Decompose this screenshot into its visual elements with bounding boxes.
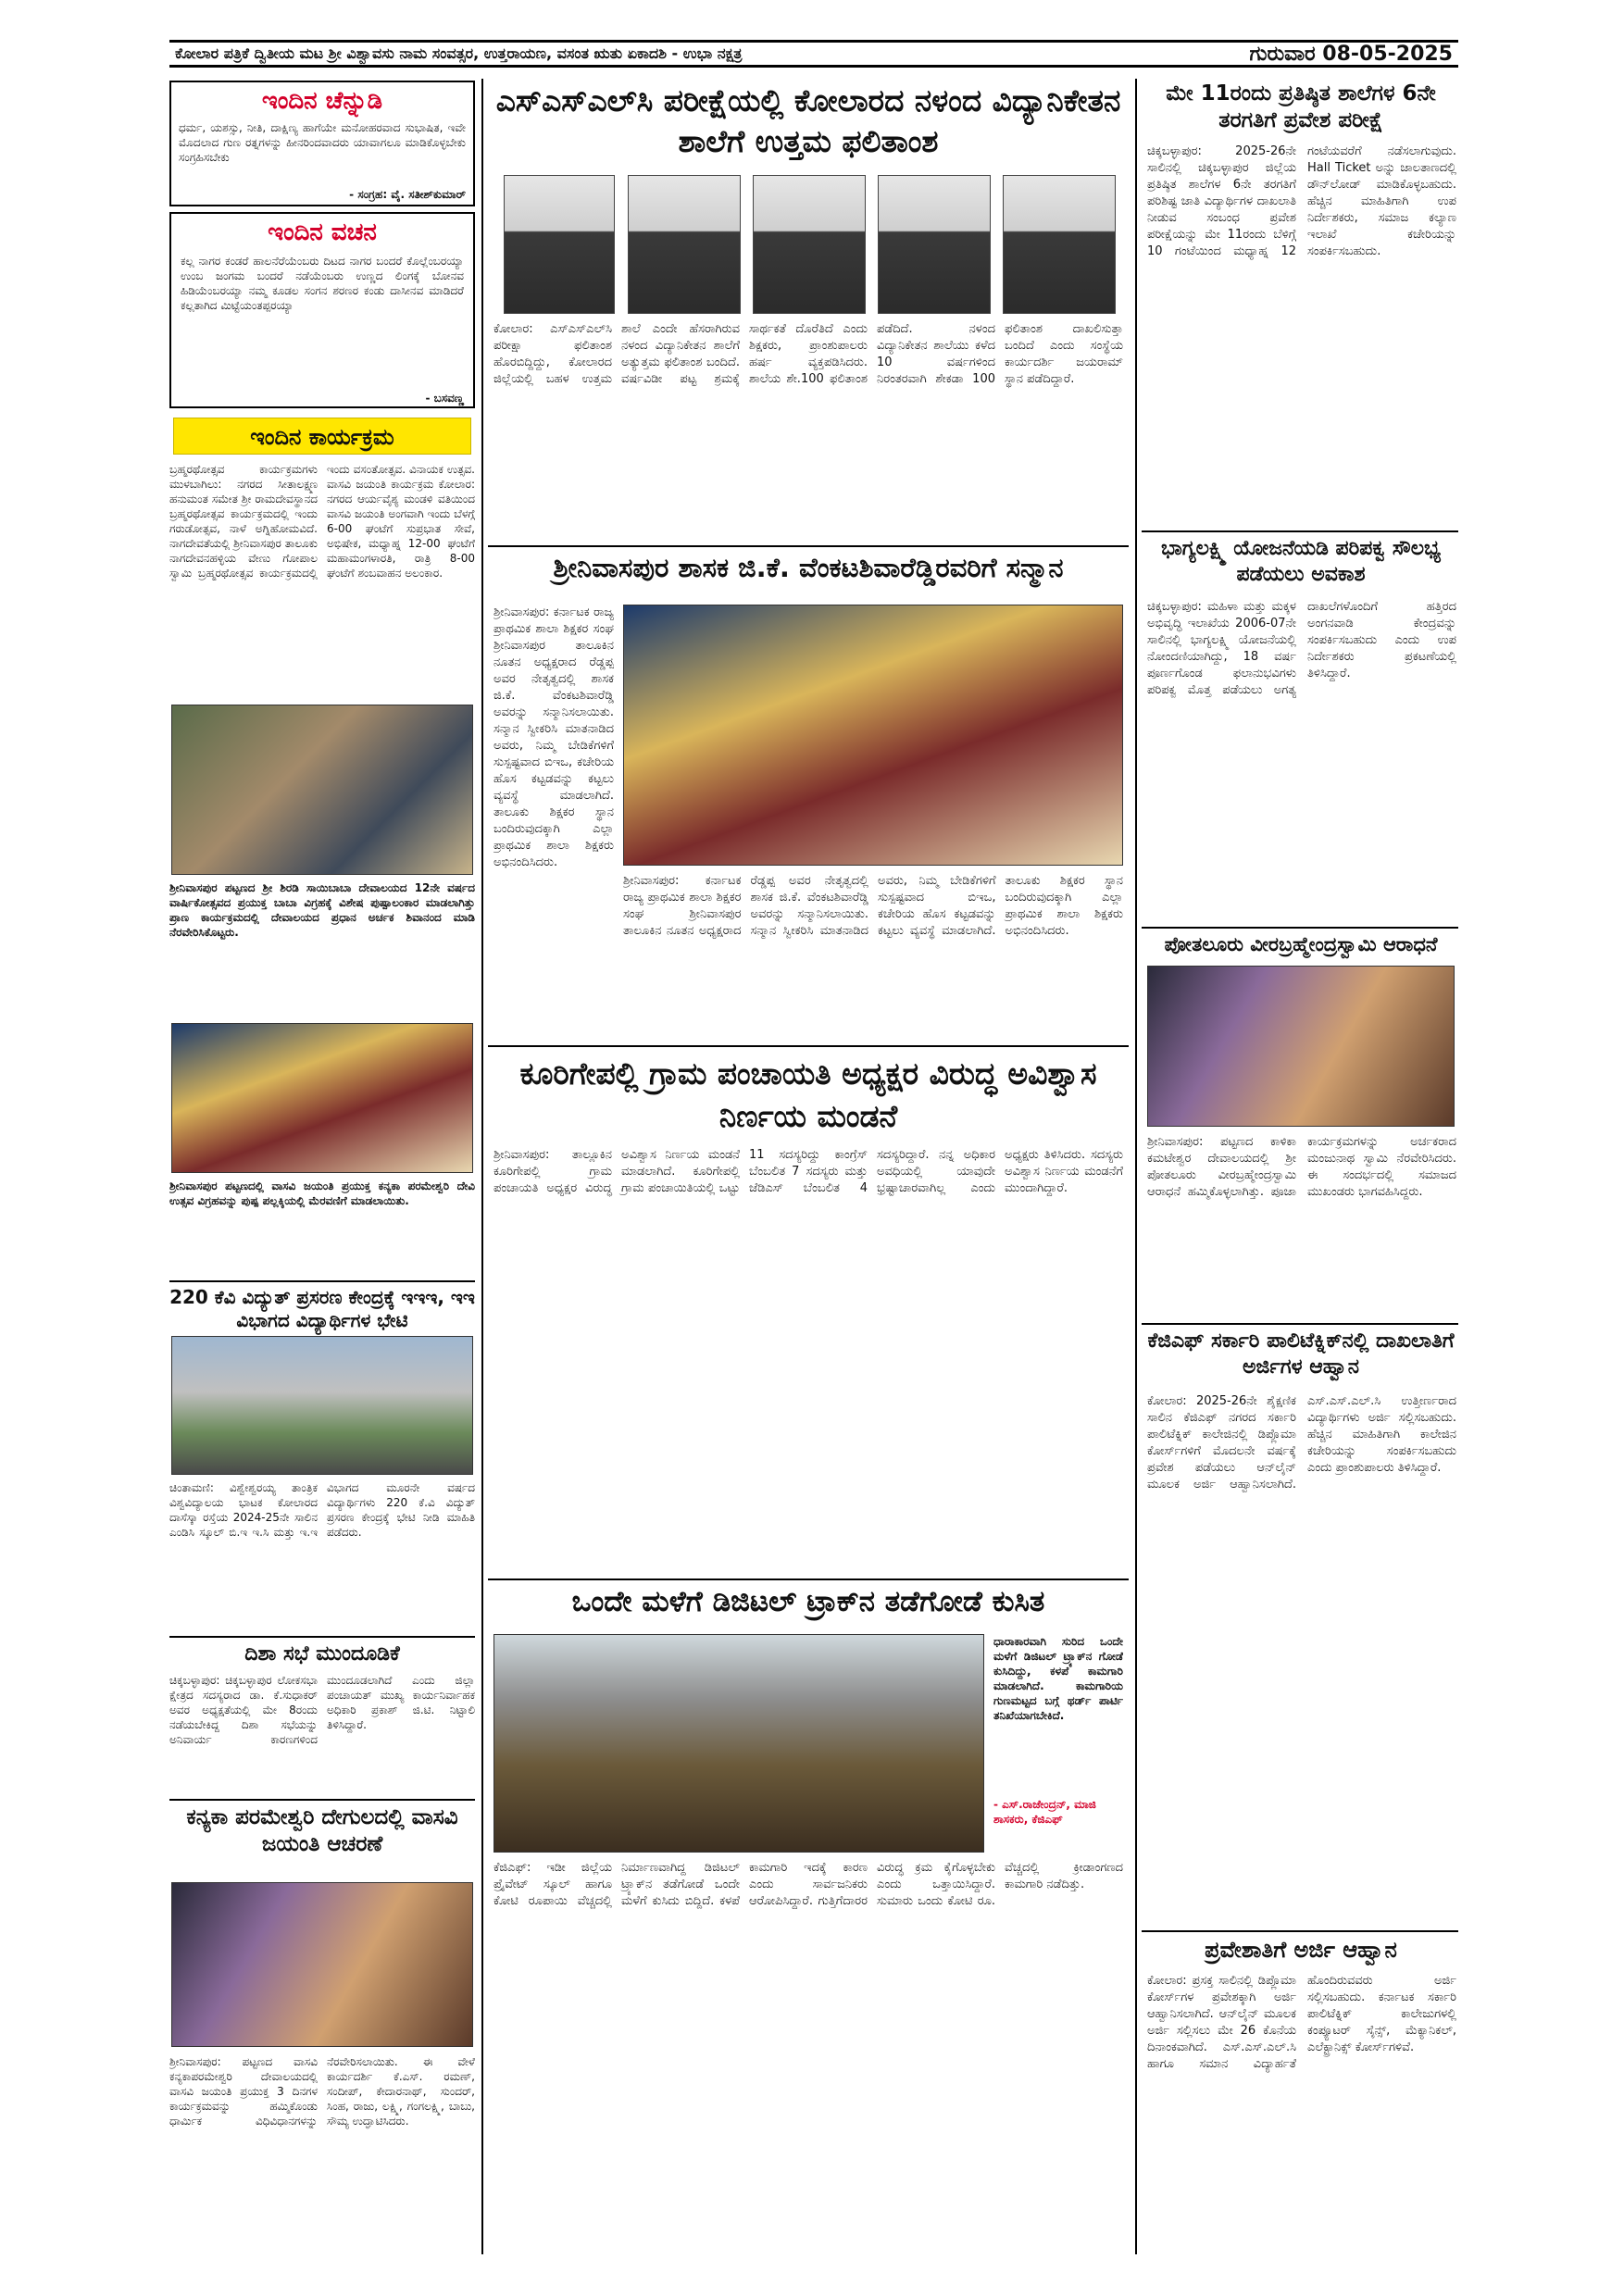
kgf-headline: ಕೆಜಿಎಫ್ ಸರ್ಕಾರಿ ಪಾಲಿಟೆಕ್ನಿಕ್‌ನಲ್ಲಿ ದಾಖಲಾತಿಗೆ ಅರ್ಜಿಗಳ ಆಹ್ವಾನ [1147,1329,1455,1379]
student-photo [878,175,991,314]
felicitation-photo [623,605,1123,866]
student-photo [753,175,866,314]
aradhana-photo [1147,966,1455,1127]
pravesha-story-text: ಕೋಲಾರ: ಪ್ರಸಕ್ತ ಸಾಲಿನಲ್ಲಿ ಡಿಪ್ಲೊಮಾ ಕೋರ್ಸ್‌ಗಳ ಪ್ರವೇಶಕ್ಕಾಗಿ ಅರ್ಜಿ ಆಹ್ವಾನಿಸಲಾಗಿದೆ. ಆನ್‌ಲೈನ್ ಮೂಲಕ ಅರ್ಜಿ ಸಲ್ಲಿಸಲು ಮೇ 26 ಕೊನೆಯ ದಿನಾಂಕವಾಗಿದೆ. ಎಸ್.ಎಸ್.ಎಲ್.ಸಿ ಹಾಗೂ ಸಮಾನ ವಿದ್ಯಾರ್ಹತೆ ಹೊಂದಿರುವವರು ಅರ್ಜಿ ಸಲ್ಲಿಸಬಹುದು. ಕರ್ನಾಟಕ ಸರ್ಕಾರಿ ಪಾಲಿಟೆಕ್ನಿಕ್ ಕಾಲೇಜುಗಳಲ್ಲಿ ಕಂಪ್ಯೂಟರ್ ಸೈನ್ಸ್, ಮೆಕ್ಯಾನಿಕಲ್, ಎಲೆಕ್ಟ್ರಾನಿಕ್ಸ್ ಕೋರ್ಸ್‌ಗಳಿವೆ. [1147,1974,1456,2071]
column-divider [1135,79,1137,2254]
shirdi-photo [171,705,473,875]
bhagya-story-text: ಚಿಕ್ಕಬಳ್ಳಾಪುರ: ಮಹಿಳಾ ಮತ್ತು ಮಕ್ಕಳ ಅಭಿವೃದ್ಧಿ ಇಲಾಖೆಯ 2006-07ನೇ ಸಾಲಿನಲ್ಲಿ ಭಾಗ್ಯಲಕ್ಷ್ಮಿ ಯೋಜನೆಯಲ್ಲಿ ನೋಂದಣಿಯಾಗಿದ್ದು, 18 ವರ್ಷ ಪೂರ್ಣಗೊಂಡ ಫಲಾನುಭವಿಗಳು ಪರಿಪಕ್ವ ಮೊತ್ತ ಪಡೆಯಲು ಅಗತ್ಯ ದಾಖಲೆಗಳೊಂದಿಗೆ ಹತ್ತಿರದ ಅಂಗನವಾಡಿ ಕೇಂದ್ರವನ್ನು ಸಂಪರ್ಕಿಸಬಹುದು ಎಂದು ಉಪ ನಿರ್ದೇಶಕರು ಪ್ರಕಟಣೆಯಲ್ಲಿ ತಿಳಿಸಿದ್ದಾರೆ. [1147,600,1456,697]
karyakrama-text: ಬ್ರಹ್ಮರಥೋತ್ಸವ ಕಾರ್ಯಕ್ರಮಗಳು ಮುಳಬಾಗಿಲು: ನಗರದ ಸೀತಾಲಕ್ಷ್ಮಣ ಹನುಮಂತ ಸಮೇತ ಶ್ರೀ ರಾಮದೇವಸ್ಥಾನದ ಬ್ರಹ್ಮರಥೋತ್ಸವ ಕಾರ್ಯಕ್ರಮದಲ್ಲಿ ಇಂದು ಗರುಡೋತ್ಸವ, ನಾಳೆ ಅಗ್ನಿಹೋಮವಿದೆ. ನಾಗದೇವತೆಯಲ್ಲಿ ಶ್ರೀನಿವಾಸಪುರ ತಾಲೂಕು ನಾಗದೇವನಹಳ್ಳಿಯ ವೇಣು ಗೋಪಾಲ ಸ್ವಾಮಿ ಬ್ರಹ್ಮರಥೋತ್ಸವ ಕಾರ್ಯಕ್ರಮದಲ್ಲಿ ಇಂದು ವಸಂತೋತ್ಸವ. ವಿನಾಯಕ ಉತ್ಸವ. ವಾಸವಿ ಜಯಂತಿ ಕಾರ್ಯಕ್ರಮ ಕೋಲಾರ: ನಗರದ ಆರ್ಯವೈಶ್ಯ ಮಂಡಳಿ ವತಿಯಿಂದ ವಾಸವಿ ಜಯಂತಿ ಅಂಗವಾಗಿ ಇಂದು ಬೆಳಗ್ಗೆ 6-00 ಘಂಟೆಗೆ ಸುಪ್ರಭಾತ ಸೇವೆ, ಅಭಿಷೇಕ, ಮಧ್ಯಾಹ್ನ 12-00 ಘಂಟೆಗೆ ಮಹಾಮಂಗಳಾರತಿ, ರಾತ್ರಿ 8-00 ಘಂಟೆಗೆ ಶಂಬವಾಹನ ಅಲಂಕಾರ. [169,463,475,580]
power-station-photo [171,1336,473,1475]
exam-headline: ಮೇ 11ರಂದು ಪ್ರತಿಷ್ಠಿತ ಶಾಲೆಗಳ 6ನೇ ತರಗತಿಗೆ ಪ್ರವೇಶ ಪರೀಕ್ಷೆ [1166,81,1436,132]
section-rule [169,1636,475,1638]
vasavi-procession-photo [171,1023,473,1173]
section-rule [169,1799,475,1801]
chennudi-box [169,81,475,206]
potha-headline: ಪೋತಲೂರು ವೀರಬ್ರಹ್ಮೇಂದ್ರಸ್ವಾಮಿ ಆರಾಧನೆ [1164,933,1438,955]
sslc-story-text: ಕೋಲಾರ: ಎಸ್‌ಎಸ್‌ಎಲ್‌ಸಿ ಪರೀಕ್ಷಾ ಫಲಿತಾಂಶ ಹೊರಬಿದ್ದಿದ್ದು, ಕೋಲಾರದ ಜಿಲ್ಲೆಯಲ್ಲಿ ಬಹಳ ಉತ್ತಮ ಶಾಲೆ ಎಂದೇ ಹೆಸರಾಗಿರುವ ನಳಂದ ವಿದ್ಯಾನಿಕೇತನ ಶಾಲೆಗೆ ಅತ್ಯುತ್ತಮ ಫಲಿತಾಂಶ ಬಂದಿದೆ. ವರ್ಷವಿಡೀ ಪಟ್ಟ ಶ್ರಮಕ್ಕೆ ಸಾರ್ಥಕತೆ ದೊರೆತಿದೆ ಎಂದು ಶಿಕ್ಷಕರು, ಪ್ರಾಂಶುಪಾಲರು ಹರ್ಷ ವ್ಯಕ್ತಪಡಿಸಿದರು. ಶಾಲೆಯ ಶೇ.100 ಫಲಿತಾಂಶ ಪಡೆದಿದೆ. ನಳಂದ ವಿದ್ಯಾನಿಕೇತನ ಶಾಲೆಯು ಕಳೆದ 10 ವರ್ಷಗಳಿಂದ ನಿರಂತರವಾಗಿ ಶೇಕಡಾ 100 ಫಲಿತಾಂಶ ದಾಖಲಿಸುತ್ತಾ ಬಂದಿದೆ ಎಂದು ಸಂಸ್ಥೆಯ ಕಾರ್ಯದರ್ಶಿ ಜಯರಾಮ್ ಸ್ಥಾನ ಪಡೆದಿದ್ದಾರೆ. [493,322,1123,386]
sslc-headline: ಎಸ್‌ಎಸ್‌ಎಲ್‌ಸಿ ಪರೀಕ್ಷೆಯಲ್ಲಿ ಕೋಲಾರದ ನಳಂದ ವಿದ್ಯಾನಿಕೇತನ ಶಾಲೆಗೆ ಉತ್ತಮ ಫಲಿತಾಂಶ [495,82,1121,159]
vachana-title: ಇಂದಿನ ವಚನ [268,218,377,246]
digital-story-text: ಕೆಜಿಎಫ್: ಇಡೀ ಜಿಲ್ಲೆಯ ಪ್ರೈವೇಟ್ ಸ್ಕೂಲ್ ಹಾಗೂ ಕೋಟಿ ರೂಪಾಯಿ ವೆಚ್ಚದಲ್ಲಿ ನಿರ್ಮಾಣವಾಗಿದ್ದ ಡಿಜಿಟಲ್ ಟ್ರ್ಯಾಕ್‌ನ ತಡೆಗೋಡೆ ಒಂದೇ ಮಳೆಗೆ ಕುಸಿದು ಬಿದ್ದಿದೆ. ಕಳಪೆ ಕಾಮಗಾರಿ ಇದಕ್ಕೆ ಕಾರಣ ಎಂದು ಸಾರ್ವಜನಿಕರು ಆರೋಪಿಸಿದ್ದಾರೆ. ಗುತ್ತಿಗೆದಾರರ ವಿರುದ್ಧ ಕ್ರಮ ಕೈಗೊಳ್ಳಬೇಕು ಎಂದು ಒತ್ತಾಯಿಸಿದ್ದಾರೆ. ಸುಮಾರು ಒಂದು ಕೋಟಿ ರೂ. ವೆಚ್ಚದಲ್ಲಿ ಕ್ರೀಡಾಂಗಣದ ಕಾಮಗಾರಿ ನಡೆದಿತ್ತು. [493,1861,1123,1908]
chennudi-title: ಇಂದಿನ ಚೆನ್ನುಡಿ [261,87,383,115]
kanyaka-photo [171,1882,473,2047]
collapsed-wall-photo [493,1634,984,1853]
section-rule [1142,1930,1458,1932]
vasavi-procession-caption: ಶ್ರೀನಿವಾಸಪುರ ಪಟ್ಟಣದಲ್ಲಿ ವಾಸವಿ ಜಯಂತಿ ಪ್ರಯುಕ್ತ ಕನ್ಯಕಾ ಪರಮೇಶ್ವರಿ ದೇವಿ ಉತ್ಸವ ವಿಗ್ರಹವನ್ನು ಪುಷ್ಪ ಪಲ್ಲಕ್ಕಿಯಲ್ಲಿ ಮೆರವಣಿಗೆ ಮಾಡಲಾಯಿತು. [169,1179,475,1207]
venkat-story-continued: ಶ್ರೀನಿವಾಸಪುರ: ಕರ್ನಾಟಕ ರಾಜ್ಯ ಪ್ರಾಥಮಿಕ ಶಾಲಾ ಶಿಕ್ಷಕರ ಸಂಘ ಶ್ರೀನಿವಾಸಪುರ ತಾಲೂಕಿನ ನೂತನ ಅಧ್ಯಕ್ಷರಾದ ರೆಡ್ಡಪ್ಪ ಅವರ ನೇತೃತ್ವದಲ್ಲಿ ಶಾಸಕ ಜಿ.ಕೆ. ವೆಂಕಟಶಿವಾರೆಡ್ಡಿ ಅವರನ್ನು ಸನ್ಮಾನಿಸಲಾಯಿತು. ಸನ್ಮಾನ ಸ್ವೀಕರಿಸಿ ಮಾತನಾಡಿದ ಅವರು, ನಿಮ್ಮ ಬೇಡಿಕೆಗಳಿಗೆ ಸುಸ್ಪಷ್ಟವಾದ ಬಿಇಒ, ಕಚೇರಿಯ ಹೊಸ ಕಟ್ಟಡವನ್ನು ಕಟ್ಟಲು ವ್ಯವಸ್ಥೆ ಮಾಡಲಾಗಿದೆ. ತಾಲೂಕು ಶಿಕ್ಷಕರ ಸ್ಥಾನ ಬಂದಿರುವುದಕ್ಕಾಗಿ ಎಲ್ಲಾ ಪ್ರಾಥಮಿಕ ಶಾಲಾ ಶಿಕ್ಷಕರು ಅಭಿನಂದಿಸಿದರು. [623,874,1123,938]
vachana-credit: - ಬಸವಣ್ಣ [425,391,464,405]
masthead-info: ಕೋಲಾರ ಪತ್ರಿಕೆ ದ್ವಿತೀಯ ಮಟ ಶ್ರೀ ವಿಶ್ವಾವಸು ನಾಮ ಸಂವತ್ಸರ, ಉತ್ತರಾಯಣ, ವಸಂತ ಋತು ಏಕಾದಶಿ - ಉಭಾ ನಕ್ಷತ್ರ [175,44,743,62]
pravesha-headline: ಪ್ರವೇಶಾತಿಗೆ ಅರ್ಜಿ ಆಹ್ವಾನ [1205,1937,1397,1963]
pull-quote-text: ಧಾರಾಕಾರವಾಗಿ ಸುರಿದ ಒಂದೇ ಮಳೆಗೆ ಡಿಜಿಟಲ್ ಟ್ರ್ಯಾಕ್‌ನ ಗೋಡೆ ಕುಸಿದಿದ್ದು, ಕಳಪೆ ಕಾಮಗಾರಿ ಮಾಡಲಾಗಿದೆ. ಕಾಮಗಾರಿಯ ಗುಣಮಟ್ಟದ ಬಗ್ಗೆ ಥರ್ಡ್ ಪಾರ್ಟಿ ತನಿಖೆಯಾಗಬೇಕಿದೆ. [993,1635,1123,1722]
issue-date: ಗುರುವಾರ 08-05-2025 [1249,42,1453,66]
kuri-headline: ಕೂರಿಗೇಪಲ್ಲಿ ಗ್ರಾಮ ಪಂಚಾಯತಿ ಅಧ್ಯಕ್ಷರ ವಿರುದ್ಧ ಅವಿಶ್ವಾಸ ನಿರ್ಣಯ ಮಂಡನೆ [519,1055,1097,1134]
section-rule [488,545,1129,547]
student-photo [628,175,741,314]
section-rule [1142,927,1458,929]
venkat-story-text: ಶ್ರೀನಿವಾಸಪುರ: ಕರ್ನಾಟಕ ರಾಜ್ಯ ಪ್ರಾಥಮಿಕ ಶಾಲಾ ಶಿಕ್ಷಕರ ಸಂಘ ಶ್ರೀನಿವಾಸಪುರ ತಾಲೂಕಿನ ನೂತನ ಅಧ್ಯಕ್ಷರಾದ ರೆಡ್ಡಪ್ಪ ಅವರ ನೇತೃತ್ವದಲ್ಲಿ ಶಾಸಕ ಜಿ.ಕೆ. ವೆಂಕಟಶಿವಾರೆಡ್ಡಿ ಅವರನ್ನು ಸನ್ಮಾನಿಸಲಾಯಿತು. ಸನ್ಮಾನ ಸ್ವೀಕರಿಸಿ ಮಾತನಾಡಿದ ಅವರು, ನಿಮ್ಮ ಬೇಡಿಕೆಗಳಿಗೆ ಸುಸ್ಪಷ್ಟವಾದ ಬಿಇಒ, ಕಚೇರಿಯ ಹೊಸ ಕಟ್ಟಡವನ್ನು ಕಟ್ಟಲು ವ್ಯವಸ್ಥೆ ಮಾಡಲಾಗಿದೆ. ತಾಲೂಕು ಶಿಕ್ಷಕರ ಸ್ಥಾನ ಬಂದಿರುವುದಕ್ಕಾಗಿ ಎಲ್ಲಾ ಪ್ರಾಥಮಿಕ ಶಾಲಾ ಶಿಕ್ಷಕರು ಅಭಿನಂದಿಸಿದರು. [493,605,614,869]
vachana-box [169,212,475,408]
bhagya-headline: ಭಾಗ್ಯಲಕ್ಷ್ಮಿ ಯೋಜನೆಯಡಿ ಪರಿಪಕ್ವ ಸೌಲಭ್ಯ ಪಡೆಯಲು ಅವಕಾಶ [1160,537,1442,586]
pull-quote-author: - ಎಸ್.ರಾಜೇಂದ್ರನ್, ಮಾಜಿ ಶಾಸಕರು, ಕೆಜಿಎಫ್ [993,1798,1096,1826]
disha-title: ದಿಶಾ ಸಭೆ ಮುಂದೂಡಿಕೆ [244,1642,400,1666]
section-rule [488,1578,1129,1580]
story220-text: ಚಿಂತಾಮಣಿ: ವಿಶ್ವೇಶ್ವರಯ್ಯ ತಾಂತ್ರಿಕ ವಿಶ್ವವಿದ್ಯಾಲಯ ಭಾಟಕ ಕೋಲಾರದ ದಾಸೆಸ್ಕಾ ರಸ್ತೆಯ 2024-25ನೇ ಸಾಲಿನ ಎಂಡಿಸಿ ಸ್ಕೂಲ್ ಬಿ.ಇ ಇ.ಸಿ ಮತ್ತು ಇ.ಇ ವಿಭಾಗದ ಮೂರನೇ ವರ್ಷದ ವಿದ್ಯಾರ್ಥಿಗಳು 220 ಕೆ.ವಿ ವಿದ್ಯುತ್ ಪ್ರಸರಣ ಕೇಂದ್ರಕ್ಕೆ ಭೇಟಿ ನೀಡಿ ಮಾಹಿತಿ ಪಡೆದರು. [169,1481,475,1539]
student-photo [1003,175,1116,314]
chennudi-credit: - ಸಂಗ್ರಹ: ವೈ. ಸತೀಶ್‌ಕುಮಾರ್ [349,187,466,201]
section-rule [1142,1323,1458,1325]
vachana-text: ಕಲ್ಲ ನಾಗರ ಕಂಡರೆ ಹಾಲನೆರೆಯೆಂಬರು ದಿಟದ ನಾಗರ ಬಂದರೆ ಕೊಲ್ಲೆಂಬರಯ್ಯಾ ಉಂಬ ಜಂಗಮ ಬಂದರೆ ನಡೆಯೆಂಬರು ಉಣ್ಣದ ಲಿಂಗಕ್ಕೆ ಬೋನವ ಹಿಡಿಯೆಂಬರಯ್ಯಾ ನಮ್ಮ ಕೂಡಲ ಸಂಗನ ಶರಣರ ಕಂಡು ದಾಸೀನವ ಮಾಡಿದರೆ ಕಲ್ಲತಾಗಿದ ಮಿಟ್ಟೆಯಂತಪ್ಪರಯ್ಯಾ [181,254,464,312]
digital-headline: ಒಂದೇ ಮಳೆಗೆ ಡಿಜಿಟಲ್ ಟ್ರಾಕ್‌ನ ತಡೆಗೋಡೆ ಕುಸಿತ [571,1585,1045,1618]
pull-quote [993,1634,1123,1853]
venkat-headline: ಶ್ರೀನಿವಾಸಪುರ ಶಾಸಕ ಜಿ.ಕೆ. ವೆಂಕಟಶಿವಾರೆಡ್ಡಿರವರಿಗೆ ಸನ್ಮಾನ [553,552,1064,583]
masthead-bar [169,40,1458,68]
student-photo [504,175,615,314]
story220-title: 220 ಕೆವಿ ವಿದ್ಯುತ್ ಪ್ರಸರಣ ಕೇಂದ್ರಕ್ಕೆ ಇಇಇ, ಇಇ ವಿಭಾಗದ ವಿದ್ಯಾರ್ಥಿಗಳ ಭೇಟಿ [169,1286,475,1331]
kanyaka-text: ಶ್ರೀನಿವಾಸಪುರ: ಪಟ್ಟಣದ ವಾಸವಿ ಕನ್ಯಕಾಪರಮೇಶ್ವರಿ ದೇವಾಲಯದಲ್ಲಿ ವಾಸವಿ ಜಯಂತಿ ಪ್ರಯುಕ್ತ 3 ದಿನಗಳ ಕಾರ್ಯಕ್ರಮವನ್ನು ಹಮ್ಮಿಕೊಂಡು ಧಾರ್ಮಿಕ ವಿಧಿವಿಧಾನಗಳನ್ನು ನೆರವೇರಿಸಲಾಯಿತು. ಈ ವೇಳೆ ಕಾರ್ಯದರ್ಶಿ ಕೆ.ಎಸ್. ರಮಣ್, ಸಂದೀಪ್, ಕೇದಾರನಾಥ್, ಸುಂದರ್, ಸಿಂಹ, ರಾಜು, ಲಕ್ಷ್ಮಿ, ಗಂಗಲಕ್ಷ್ಮಿ, ಬಾಬು, ಸೌಮ್ಯ ಉದ್ಘಾಟಿಸಿದರು. [169,2055,475,2128]
newspaper-page [169,40,1458,2262]
kanyaka-title: ಕನ್ಯಕಾ ಪರಮೇಶ್ವರಿ ದೇಗುಲದಲ್ಲಿ ವಾಸವಿ ಜಯಂತಿ ಆಚರಣೆ [186,1805,458,1856]
section-rule [488,1045,1129,1047]
potha-story-text: ಶ್ರೀನಿವಾಸಪುರ: ಪಟ್ಟಣದ ಕಾಳಿಕಾ ಕಮಟೇಶ್ವರ ದೇವಾಲಯದಲ್ಲಿ ಶ್ರೀ ಪೋತಲೂರು ವೀರಬ್ರಹ್ಮೇಂದ್ರಸ್ವಾಮಿ ಆರಾಧನೆ ಹಮ್ಮಿಕೊಳ್ಳಲಾಗಿತ್ತು. ಪೂಜಾ ಕಾರ್ಯಕ್ರಮಗಳನ್ನು ಅರ್ಚಕರಾದ ಮಂಜುನಾಥ ಸ್ವಾಮಿ ನೆರವೇರಿಸಿದರು. ಈ ಸಂದರ್ಭದಲ್ಲಿ ಸಮಾಜದ ಮುಖಂಡರು ಭಾಗವಹಿಸಿದ್ದರು. [1147,1135,1456,1199]
exam-story-text: ಚಿಕ್ಕಬಳ್ಳಾಪುರ: 2025-26ನೇ ಸಾಲಿನಲ್ಲಿ ಚಿಕ್ಕಬಳ್ಳಾಪುರ ಜಿಲ್ಲೆಯ ಪ್ರತಿಷ್ಠಿತ ಶಾಲೆಗಳ 6ನೇ ತರಗತಿಗೆ ಪರಿಶಿಷ್ಟ ಜಾತಿ ವಿದ್ಯಾರ್ಥಿಗಳ ದಾಖಲಾತಿ ನೀಡುವ ಸಂಬಂಧ ಪ್ರವೇಶ ಪರೀಕ್ಷೆಯನ್ನು ಮೇ 11ರಂದು ಬೆಳಿಗ್ಗೆ 10 ಗಂಟೆಯಿಂದ ಮಧ್ಯಾಹ್ನ 12 ಗಂಟೆಯವರೆಗೆ ನಡೆಸಲಾಗುವುದು. Hall Ticket ಅನ್ನು ಜಾಲತಾಣದಲ್ಲಿ ಡೌನ್‌ಲೋಡ್ ಮಾಡಿಕೊಳ್ಳಬಹುದು. ಹೆಚ್ಚಿನ ಮಾಹಿತಿಗಾಗಿ ಉಪ ನಿರ್ದೇಶಕರು, ಸಮಾಜ ಕಲ್ಯಾಣ ಇಲಾಖೆ ಕಚೇರಿಯನ್ನು ಸಂಪರ್ಕಿಸಬಹುದು. [1147,144,1456,258]
disha-text: ಚಿಕ್ಕಬಳ್ಳಾಪುರ: ಚಿಕ್ಕಬಳ್ಳಾಪುರ ಲೋಕಸಭಾ ಕ್ಷೇತ್ರದ ಸದಸ್ಯರಾದ ಡಾ. ಕೆ.ಸುಧಾಕರ್ ಅವರ ಅಧ್ಯಕ್ಷತೆಯಲ್ಲಿ ಮೇ 8ರಂದು ನಡೆಯಬೇಕಿದ್ದ ದಿಶಾ ಸಭೆಯನ್ನು ಅನಿವಾರ್ಯ ಕಾರಣಗಳಿಂದ ಮುಂದೂಡಲಾಗಿದೆ ಎಂದು ಜಿಲ್ಲಾ ಪಂಚಾಯತ್ ಮುಖ್ಯ ಕಾರ್ಯನಿರ್ವಾಹಕ ಅಧಿಕಾರಿ ಪ್ರಕಾಶ್ ಜಿ.ಟಿ. ನಿಟ್ಟಾಲಿ ತಿಳಿಸಿದ್ದಾರೆ. [169,1674,475,1746]
kgf-story-text: ಕೋಲಾರ: 2025-26ನೇ ಶೈಕ್ಷಣಿಕ ಸಾಲಿನ ಕೆಜಿಎಫ್ ನಗರದ ಸರ್ಕಾರಿ ಪಾಲಿಟೆಕ್ನಿಕ್ ಕಾಲೇಜಿನಲ್ಲಿ ಡಿಪ್ಲೊಮಾ ಕೋರ್ಸ್‌ಗಳಿಗೆ ಮೊದಲನೇ ವರ್ಷಕ್ಕೆ ಪ್ರವೇಶ ಪಡೆಯಲು ಆನ್‌ಲೈನ್ ಮೂಲಕ ಅರ್ಜಿ ಆಹ್ವಾನಿಸಲಾಗಿದೆ. ಎಸ್.ಎಸ್.ಎಲ್.ಸಿ ಉತ್ತೀರ್ಣರಾದ ವಿದ್ಯಾರ್ಥಿಗಳು ಅರ್ಜಿ ಸಲ್ಲಿಸಬಹುದು. ಹೆಚ್ಚಿನ ಮಾಹಿತಿಗಾಗಿ ಕಾಲೇಜಿನ ಕಚೇರಿಯನ್ನು ಸಂಪರ್ಕಿಸಬಹುದು ಎಂದು ಪ್ರಾಂಶುಪಾಲರು ತಿಳಿಸಿದ್ದಾರೆ. [1147,1394,1456,1491]
section-rule [1142,530,1458,532]
column-divider [481,79,483,2254]
kuri-story-text: ಶ್ರೀನಿವಾಸಪುರ: ತಾಲ್ಲೂಕಿನ ಕೂರಿಗೇಪಲ್ಲಿ ಗ್ರಾಮ ಪಂಚಾಯತಿ ಅಧ್ಯಕ್ಷರ ವಿರುದ್ಧ ಅವಿಶ್ವಾಸ ನಿರ್ಣಯ ಮಂಡನೆ ಮಾಡಲಾಗಿದೆ. ಕೂರಿಗೇಪಲ್ಲಿ ಗ್ರಾಮ ಪಂಚಾಯಿತಿಯಲ್ಲಿ ಒಟ್ಟು 11 ಸದಸ್ಯರಿದ್ದು ಕಾಂಗ್ರೆಸ್ ಬೆಂಬಲಿತ 7 ಸದಸ್ಯರು ಮತ್ತು ಜೆಡಿಎಸ್ ಬೆಂಬಲಿತ 4 ಸದಸ್ಯರಿದ್ದಾರೆ. ನನ್ನ ಅಧಿಕಾರ ಅವಧಿಯಲ್ಲಿ ಯಾವುದೇ ಭ್ರಷ್ಟಾಚಾರವಾಗಿಲ್ಲ ಎಂದು ಅಧ್ಯಕ್ಷರು ತಿಳಿಸಿದರು. ಸದಸ್ಯರು ಅವಿಶ್ವಾಸ ನಿರ್ಣಯ ಮಂಡನೆಗೆ ಮುಂದಾಗಿದ್ದಾರೆ. [493,1148,1123,1195]
section-rule [169,1280,475,1282]
chennudi-text: ಧರ್ಮ, ಯಶಸ್ಸು, ನೀತಿ, ದಾಕ್ಷಿಣ್ಯ ಹಾಗೆಯೇ ಮನೋಹರವಾದ ಸುಭಾಷಿತ, ಇವೇ ಮೊದಲಾದ ಗುಣ ರತ್ನಗಳನ್ನು ಹೀನರಿಂದವಾದರು ಯಾವಾಗಲೂ ಮಾಡಿಕೊಳ್ಳಬೇಕು ಸಂಗ್ರಹಿಸಬೇಕು [179,120,466,164]
karyakrama-title: ಇಂದಿನ ಕಾರ್ಯಕ್ರಮ [173,418,471,455]
shirdi-caption: ಶ್ರೀನಿವಾಸಪುರ ಪಟ್ಟಣದ ಶ್ರೀ ಶಿರಡಿ ಸಾಯಿಬಾಬಾ ದೇವಾಲಯದ 12ನೇ ವರ್ಷದ ವಾರ್ಷಿಕೋತ್ಸವದ ಪ್ರಯುಕ್ತ ಬಾಬಾ ವಿಗ್ರಹಕ್ಕೆ ವಿಶೇಷ ಪುಷ್ಪಾಲಂಕಾರ ಮಾಡಲಾಗಿತ್ತು ಪ್ರಾಣ ಕಾರ್ಯಕ್ರಮದಲ್ಲಿ ದೇವಾಲಯದ ಪ್ರಧಾನ ಅರ್ಚಕ ಶಿವಾನಂದ ಮಾಡಿ ನೆರವೇರಿಸಿಕೊಟ್ಟರು. [169,881,475,939]
